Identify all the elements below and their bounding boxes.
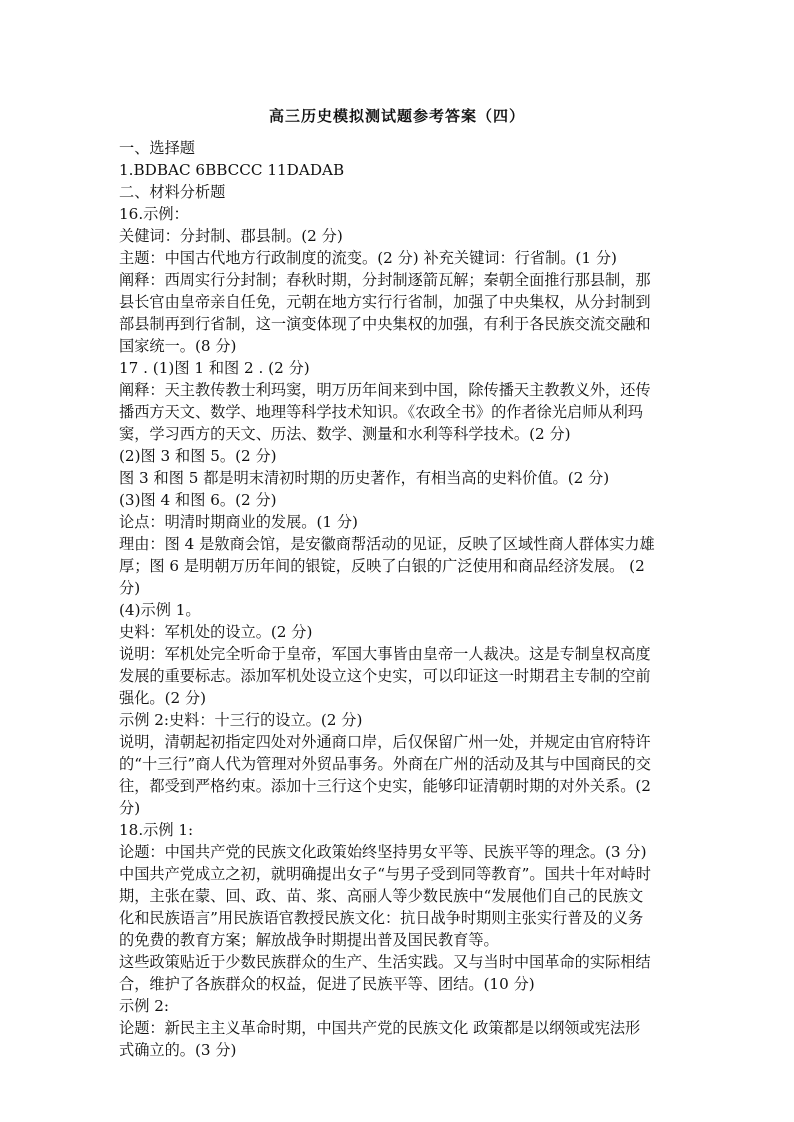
answer-line: 理由：图 4 是敫商会馆，是安徽商帮活动的见证，反映了区域性商人群体实力雄 xyxy=(119,535,655,553)
answer-line: 论点：明清时期商业的发展。(1 分) xyxy=(119,513,358,531)
answer-line: 论题：中国共产党的民族文化政策始终坚持男女平等、民族平等的理念。(3 分) xyxy=(119,843,647,861)
answer-line: 强化。(2 分) xyxy=(119,689,207,707)
answer-line: 示例 2:史料：十三行的设立。(2 分) xyxy=(119,711,363,729)
answer-line: 18.示例 1: xyxy=(119,821,194,839)
answer-line: 播西方天文、数学、地理等科学技术知识。《农政全书》的作者徐光启师从利玛 xyxy=(119,403,643,421)
answer-line: 这些政策贴近于少数民族群众的生产、生活实践。又与当时中国革命的实际相结 xyxy=(119,953,651,971)
answer-content xyxy=(119,137,675,1061)
answer-line: 史料：军机处的设立。(2 分) xyxy=(119,623,313,641)
answer-line: 示例 2: xyxy=(119,997,169,1015)
answer-line: 主题：中国古代地方行政制度的流变。(2 分) 补充关键词：行省制。(1 分) xyxy=(119,249,617,267)
answer-line: 期，主张在蒙、回、政、苗、浆、高丽人等少数民族中“发展他们自己的民族文 xyxy=(119,887,644,905)
answer-line: 二、材料分析题 xyxy=(119,183,226,201)
answer-line: 的免费的教育方案；解放战争时期提出普及国民教育等。 xyxy=(119,931,499,949)
answer-line: 式确立的。(3 分) xyxy=(119,1041,237,1059)
answer-line: 16.示例： xyxy=(119,205,189,223)
answer-line: 部县制再到行省制，这一演变体现了中央集权的加强，有利于各民族交流交融和 xyxy=(119,315,651,333)
answer-line: 国家统一。(8 分) xyxy=(119,337,237,355)
answer-line: 分) xyxy=(119,799,141,817)
document-title: 高三历史模拟测试题参考答案（四） xyxy=(268,107,525,125)
answer-line: 中国共产党成立之初，就明确提出女子“与男子受到同等教育”。国共十年对峙时 xyxy=(119,865,651,883)
answer-line: (4)示例 1。 xyxy=(119,601,201,619)
answer-line: 合，维护了各族群众的权益，促进了民族平等、团结。(10 分) xyxy=(119,975,535,993)
answer-line: 一、选择题 xyxy=(119,139,195,157)
answer-line: 说明：军机处完全听命于皇帝，军国大事皆由皇帝一人裁决。这是专制皇权高度 xyxy=(119,645,651,663)
answer-line: 关健词：分封制、郡县制。(2 分) xyxy=(119,227,343,245)
answer-line: 阐释：西周实行分封制；春秋时期，分封制逐箭瓦解；秦朝全面推行那县制，那 xyxy=(119,271,651,289)
answer-line: (3)图 4 和图 6。(2 分) xyxy=(119,491,277,509)
answer-line: 图 3 和图 5 都是明末清初时期的历史著作，有相当高的史料价值。(2 分) xyxy=(119,469,610,487)
answer-line: 17 . (1)图 1 和图 2 . (2 分) xyxy=(119,359,310,377)
answer-line: 县长官由皇帝亲自任免，元朝在地方实行行省制，加强了中央集权，从分封制到 xyxy=(119,293,651,311)
answer-line: 厚；图 6 是明朝万历年间的银锭，反映了白银的广泛使用和商品经济发展。 (2 xyxy=(119,557,645,575)
answer-line: 化和民族语言”用民族语官教授民族文化：抗日战争时期则主张实行普及的义务 xyxy=(119,909,644,927)
answer-line: 发展的重要标志。添加军机处设立这个史实，可以印证这一时期君主专制的空前 xyxy=(119,667,651,685)
answer-line: 1.BDBAC 6BBCCC 11DADAB xyxy=(119,161,345,179)
answer-line: (2)图 3 和图 5。(2 分) xyxy=(119,447,277,465)
answer-line: 阐释：天主教传教士利玛窦，明万历年间来到中国，除传播天主教教义外，还传 xyxy=(119,381,651,399)
answer-line: 说明，清朝起初指定四处对外通商口岸，后仅保留广州一处，并规定由官府特许 xyxy=(119,733,651,751)
answer-line: 论题：新民主主义革命时期，中国共产党的民族文化 政策都是以纲领或宪法形 xyxy=(119,1019,641,1037)
answer-line: 的“十三行”商人代为管理对外贸品事务。外商在广州的活动及其与中国商民的交 xyxy=(119,755,651,773)
answer-line: 往，都受到严格约束。添加十三行这个史实，能够印证清朝时期的对外关系。(2 xyxy=(119,777,651,795)
answer-line: 窦，学习西方的天文、历法、数学、测量和水利等科学技术。(2 分) xyxy=(119,425,571,443)
answer-line: 分) xyxy=(119,579,141,597)
